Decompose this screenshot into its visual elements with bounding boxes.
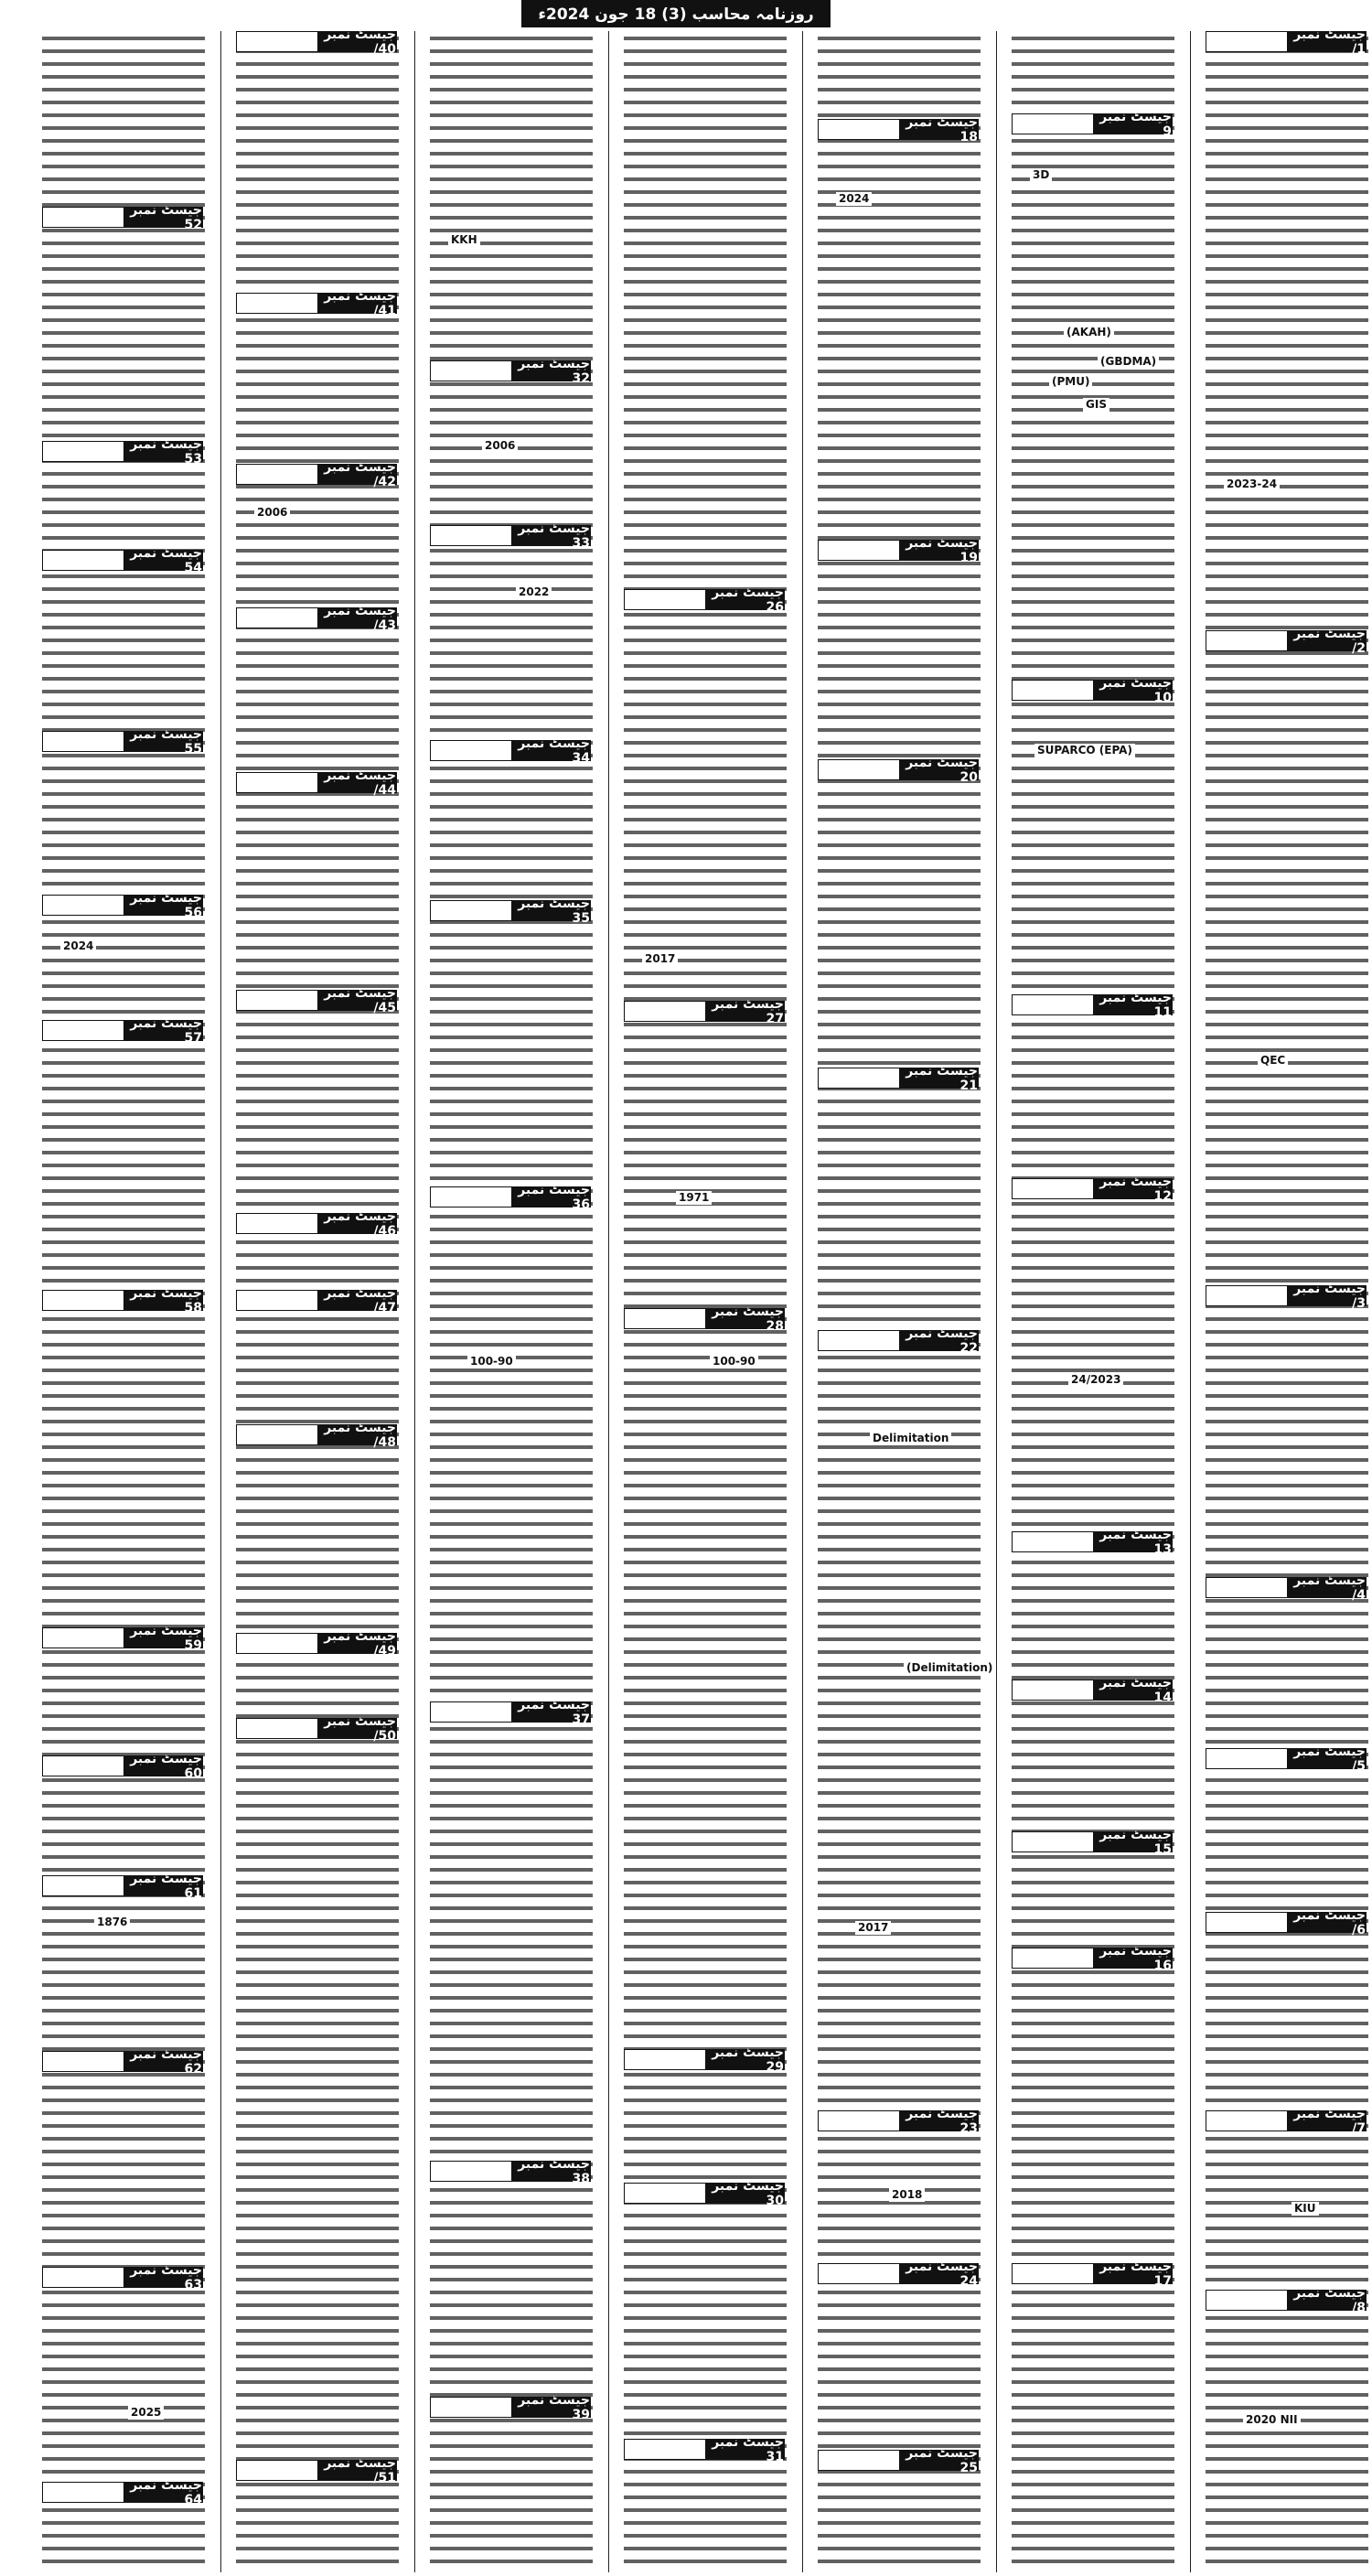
section-label: جیسٹ نمبر 60 [123, 1756, 202, 1776]
section-heading [42, 1623, 203, 1653]
section-heading [236, 1713, 397, 1744]
section-heading-blank [625, 2440, 705, 2459]
section-label: جیسٹ نمبر 13 [1093, 1532, 1172, 1551]
section-label: جیسٹ نمبر 58 [123, 1291, 202, 1310]
section-heading [236, 1208, 397, 1239]
section-heading [1206, 2285, 1367, 2315]
section-label: جیسٹ نمبر 42/ [317, 465, 396, 484]
section-heading [1012, 1174, 1173, 1204]
inline-figure: 2018 [889, 2188, 925, 2202]
section-heading-blank [1206, 2111, 1287, 2131]
section-heading [430, 2156, 591, 2186]
section-heading-blank [1013, 681, 1093, 700]
section-heading-blank [43, 2268, 123, 2287]
section-heading-blank [1013, 114, 1093, 134]
section-heading [624, 2178, 785, 2208]
section-heading-blank [1206, 631, 1287, 650]
section-label: جیسٹ نمبر 17 [1093, 2264, 1172, 2283]
section-heading-blank [43, 896, 123, 915]
section-heading [1012, 990, 1173, 1020]
section-label: جیسٹ نمبر 40/ [317, 32, 396, 51]
section-heading-blank [1206, 1913, 1287, 1932]
section-heading-blank [625, 2184, 705, 2203]
section-heading [42, 2477, 203, 2507]
inline-figure: 2024 [60, 939, 96, 953]
column-rule [220, 31, 221, 2572]
inline-figure: (Delimitation) [904, 1661, 995, 1675]
section-heading [818, 2259, 979, 2289]
section-heading [1206, 1744, 1367, 1774]
section-heading [236, 1420, 397, 1450]
section-label: جیسٹ نمبر 25 [899, 2451, 978, 2470]
section-label: جیسٹ نمبر 61 [123, 1876, 202, 1895]
section-heading [236, 603, 397, 633]
inline-figure: QEC [1258, 1054, 1288, 1068]
section-label: جیسٹ نمبر 4/ [1287, 1578, 1366, 1597]
section-heading [1012, 109, 1173, 139]
section-heading-blank [1013, 1948, 1093, 1968]
inline-figure: 2020 NII [1243, 2413, 1301, 2427]
inline-figure: 1876 [94, 1916, 130, 1929]
section-label: جیسٹ نمبر 8/ [1287, 2291, 1366, 2310]
section-heading [42, 436, 203, 467]
section-heading [818, 2445, 979, 2475]
section-heading-blank [43, 1756, 123, 1776]
section-heading-blank [1013, 1832, 1093, 1852]
column-rule [1190, 31, 1191, 2572]
section-label: جیسٹ نمبر 30 [705, 2184, 784, 2203]
section-heading-blank [625, 2050, 705, 2069]
section-heading [818, 1063, 979, 1093]
section-heading-blank [819, 1331, 899, 1350]
column-rule [802, 31, 803, 2572]
section-label: جیسٹ نمبر 64 [123, 2483, 202, 2502]
section-heading-blank [43, 1021, 123, 1040]
section-heading [1206, 27, 1367, 57]
section-heading-blank [1206, 32, 1287, 51]
section-label: جیسٹ نمبر 18 [899, 120, 978, 139]
inline-figure: GIS [1083, 398, 1109, 412]
section-heading [430, 1697, 591, 1727]
section-label: جیسٹ نمبر 35 [511, 901, 590, 920]
section-heading-blank [819, 2111, 899, 2131]
section-heading [42, 202, 203, 232]
section-heading-blank [237, 2461, 317, 2480]
section-heading-blank [1013, 995, 1093, 1014]
inline-figure: 2024 [836, 192, 872, 206]
section-heading-blank [1013, 1179, 1093, 1198]
section-label: جیسٹ نمبر 3/ [1287, 1286, 1366, 1305]
section-heading-blank [625, 1002, 705, 1021]
section-heading-blank [237, 1634, 317, 1653]
section-label: جیسٹ نمبر 28 [705, 1309, 784, 1328]
section-heading [42, 890, 203, 920]
inline-figure: 2006 [254, 506, 290, 520]
section-heading [1012, 2259, 1173, 2289]
section-heading [430, 521, 591, 551]
section-heading [236, 767, 397, 798]
section-heading [42, 545, 203, 575]
section-label: جیسٹ نمبر 59 [123, 1628, 202, 1648]
section-heading [1206, 1572, 1367, 1603]
section-heading-blank [625, 1309, 705, 1328]
section-label: جیسٹ نمبر 10 [1093, 681, 1172, 700]
inline-figure: KIU [1292, 2202, 1319, 2216]
section-heading [818, 755, 979, 785]
section-heading-blank [237, 773, 317, 792]
section-heading-blank [43, 442, 123, 461]
section-label: جیسٹ نمبر 46/ [317, 1214, 396, 1233]
section-heading [818, 2106, 979, 2136]
inline-figure: (GBDMA) [1098, 355, 1159, 369]
section-heading [818, 1326, 979, 1356]
section-heading-blank [43, 2052, 123, 2071]
inline-figure: SUPARCO (EPA) [1034, 744, 1135, 757]
column-rule [996, 31, 997, 2572]
section-label: جیسٹ نمبر 47/ [317, 1291, 396, 1310]
section-heading-blank [819, 2451, 899, 2470]
section-heading [42, 1285, 203, 1315]
inline-figure: Delimitation [870, 1432, 951, 1445]
section-label: جیسٹ نمبر 31 [705, 2440, 784, 2459]
section-label: جیسٹ نمبر 16 [1093, 1948, 1172, 1968]
section-heading [624, 996, 785, 1026]
section-label: جیسٹ نمبر 39 [511, 2398, 590, 2417]
section-heading-blank [43, 1628, 123, 1648]
section-heading-blank [431, 1187, 511, 1207]
news-column-2 [1012, 31, 1174, 2572]
section-heading-blank [1013, 2264, 1093, 2283]
section-heading [818, 114, 979, 145]
section-label: جیسٹ نمبر 43/ [317, 608, 396, 628]
section-label: جیسٹ نمبر 62 [123, 2052, 202, 2071]
section-heading [624, 2045, 785, 2075]
section-heading [430, 356, 591, 386]
section-label: جیسٹ نمبر 9 [1093, 114, 1172, 134]
section-label: جیسٹ نمبر 57 [123, 1021, 202, 1040]
section-heading-blank [431, 526, 511, 545]
section-heading-blank [43, 1291, 123, 1310]
section-heading-blank [43, 2483, 123, 2502]
section-heading [42, 2262, 203, 2292]
section-label: جیسٹ نمبر 2/ [1287, 631, 1366, 650]
section-heading-blank [819, 120, 899, 139]
section-heading-blank [431, 1702, 511, 1722]
section-heading [1012, 1827, 1173, 1857]
section-heading-blank [431, 2162, 511, 2181]
news-column-5 [430, 31, 593, 2572]
section-heading [42, 726, 203, 757]
section-label: جیسٹ نمبر 22 [899, 1331, 978, 1350]
section-heading-blank [819, 2264, 899, 2283]
section-label: جیسٹ نمبر 44/ [317, 773, 396, 792]
section-heading-blank [237, 32, 317, 51]
section-heading [1012, 675, 1173, 705]
section-heading-blank [237, 1214, 317, 1233]
section-heading-blank [431, 741, 511, 760]
section-heading [624, 585, 785, 615]
section-heading [236, 288, 397, 318]
inline-figure: 2025 [128, 2406, 164, 2420]
inline-figure: 3D [1030, 168, 1052, 182]
section-heading-blank [43, 1876, 123, 1895]
section-heading-blank [237, 608, 317, 628]
section-heading [42, 1751, 203, 1781]
masthead-title: روزنامہ محاسب (3) 18 جون 2024ء [538, 5, 814, 24]
section-label: جیسٹ نمبر 52 [123, 208, 202, 227]
section-heading-blank [43, 732, 123, 751]
inline-figure: 2017 [642, 952, 678, 966]
newspaper-columns [4, 27, 1368, 2572]
news-column-7 [42, 31, 205, 2572]
section-label: جیسٹ نمبر 1/ [1287, 32, 1366, 51]
news-column-4 [624, 31, 787, 2572]
section-heading [236, 985, 397, 1015]
section-heading-blank [1013, 1532, 1093, 1551]
section-heading-blank [819, 541, 899, 560]
section-label: جیسٹ نمبر 48/ [317, 1425, 396, 1444]
section-heading [1206, 1907, 1367, 1937]
news-column-3 [818, 31, 993, 2572]
section-label: جیسٹ نمبر 11 [1093, 995, 1172, 1014]
news-column-1 [1206, 27, 1368, 2572]
section-label: جیسٹ نمبر 32 [511, 361, 590, 381]
inline-figure: (PMU) [1049, 375, 1092, 389]
section-heading [42, 1015, 203, 1046]
inline-figure: 24/2023 [1068, 1373, 1123, 1387]
section-label: جیسٹ نمبر 7/ [1287, 2111, 1366, 2131]
section-heading [1012, 1675, 1173, 1705]
section-heading [624, 2434, 785, 2464]
section-label: جیسٹ نمبر 56 [123, 896, 202, 915]
section-heading [42, 1871, 203, 1901]
section-heading-blank [237, 1291, 317, 1310]
section-heading-blank [1206, 1578, 1287, 1597]
section-label: جیسٹ نمبر 38 [511, 2162, 590, 2181]
section-heading-blank [431, 2398, 511, 2417]
section-heading [430, 735, 591, 766]
section-heading-blank [431, 901, 511, 920]
section-heading [624, 1304, 785, 1334]
section-heading-blank [237, 1719, 317, 1738]
section-label: جیسٹ نمبر 54 [123, 551, 202, 570]
section-label: جیسٹ نمبر 29 [705, 2050, 784, 2069]
section-label: جیسٹ نمبر 15 [1093, 1832, 1172, 1852]
section-heading-blank [43, 551, 123, 570]
section-heading-blank [819, 760, 899, 779]
section-label: جیسٹ نمبر 36 [511, 1187, 590, 1207]
section-heading [1012, 1527, 1173, 1557]
section-label: جیسٹ نمبر 41/ [317, 294, 396, 313]
section-label: جیسٹ نمبر 12 [1093, 1179, 1172, 1198]
section-label: جیسٹ نمبر 33 [511, 526, 590, 545]
section-heading [42, 2046, 203, 2077]
inline-figure: 2023-24 [1224, 478, 1280, 491]
section-label: جیسٹ نمبر 63 [123, 2268, 202, 2287]
section-label: جیسٹ نمبر 21 [899, 1068, 978, 1088]
section-label: جیسٹ نمبر 27 [705, 1002, 784, 1021]
section-heading [430, 1182, 591, 1212]
inline-figure: 1971 [676, 1191, 712, 1205]
section-label: جیسٹ نمبر 45/ [317, 991, 396, 1010]
section-heading-blank [625, 590, 705, 609]
section-heading [236, 2455, 397, 2485]
inline-figure: 100-90 [467, 1355, 516, 1368]
section-label: جیسٹ نمبر 53 [123, 442, 202, 461]
section-heading [430, 896, 591, 926]
column-rule [608, 31, 609, 2572]
section-label: جیسٹ نمبر 23 [899, 2111, 978, 2131]
section-label: جیسٹ نمبر 24 [899, 2264, 978, 2283]
section-label: جیسٹ نمبر 50/ [317, 1719, 396, 1738]
section-heading [818, 535, 979, 565]
section-heading-blank [237, 1425, 317, 1444]
inline-figure: 2022 [516, 585, 552, 599]
inline-figure: (AKAH) [1064, 326, 1114, 339]
section-label: جیسٹ نمبر 55 [123, 732, 202, 751]
inline-figure: KKH [448, 233, 480, 247]
section-heading [236, 27, 397, 57]
section-heading-blank [431, 361, 511, 381]
section-label: جیسٹ نمبر 26 [705, 590, 784, 609]
news-column-6 [236, 27, 399, 2572]
section-heading-blank [237, 465, 317, 484]
section-heading [1012, 1943, 1173, 1973]
inline-figure: 100-90 [710, 1355, 758, 1368]
section-label: جیسٹ نمبر 49/ [317, 1634, 396, 1653]
section-heading [236, 1628, 397, 1658]
section-heading [1206, 1281, 1367, 1311]
section-heading-blank [1013, 1680, 1093, 1700]
section-heading-blank [237, 294, 317, 313]
section-heading [1206, 626, 1367, 656]
section-label: جیسٹ نمبر 19 [899, 541, 978, 560]
section-label: جیسٹ نمبر 14 [1093, 1680, 1172, 1700]
section-label: جیسٹ نمبر 6/ [1287, 1913, 1366, 1932]
section-heading [236, 1285, 397, 1315]
column-rule [414, 31, 415, 2572]
section-heading-blank [1206, 1286, 1287, 1305]
section-label: جیسٹ نمبر 20 [899, 760, 978, 779]
section-heading [236, 459, 397, 489]
section-heading-blank [43, 208, 123, 227]
section-heading-blank [1206, 1749, 1287, 1768]
section-label: جیسٹ نمبر 37 [511, 1702, 590, 1722]
section-heading [1206, 2106, 1367, 2136]
inline-figure: 2017 [855, 1921, 891, 1935]
section-heading-blank [1206, 2291, 1287, 2310]
newspaper-masthead [521, 0, 831, 27]
section-heading-blank [819, 1068, 899, 1088]
section-label: جیسٹ نمبر 5/ [1287, 1749, 1366, 1768]
section-label: جیسٹ نمبر 51/ [317, 2461, 396, 2480]
section-label: جیسٹ نمبر 34 [511, 741, 590, 760]
section-heading-blank [237, 991, 317, 1010]
section-heading [430, 2392, 591, 2422]
inline-figure: 2006 [482, 439, 518, 453]
